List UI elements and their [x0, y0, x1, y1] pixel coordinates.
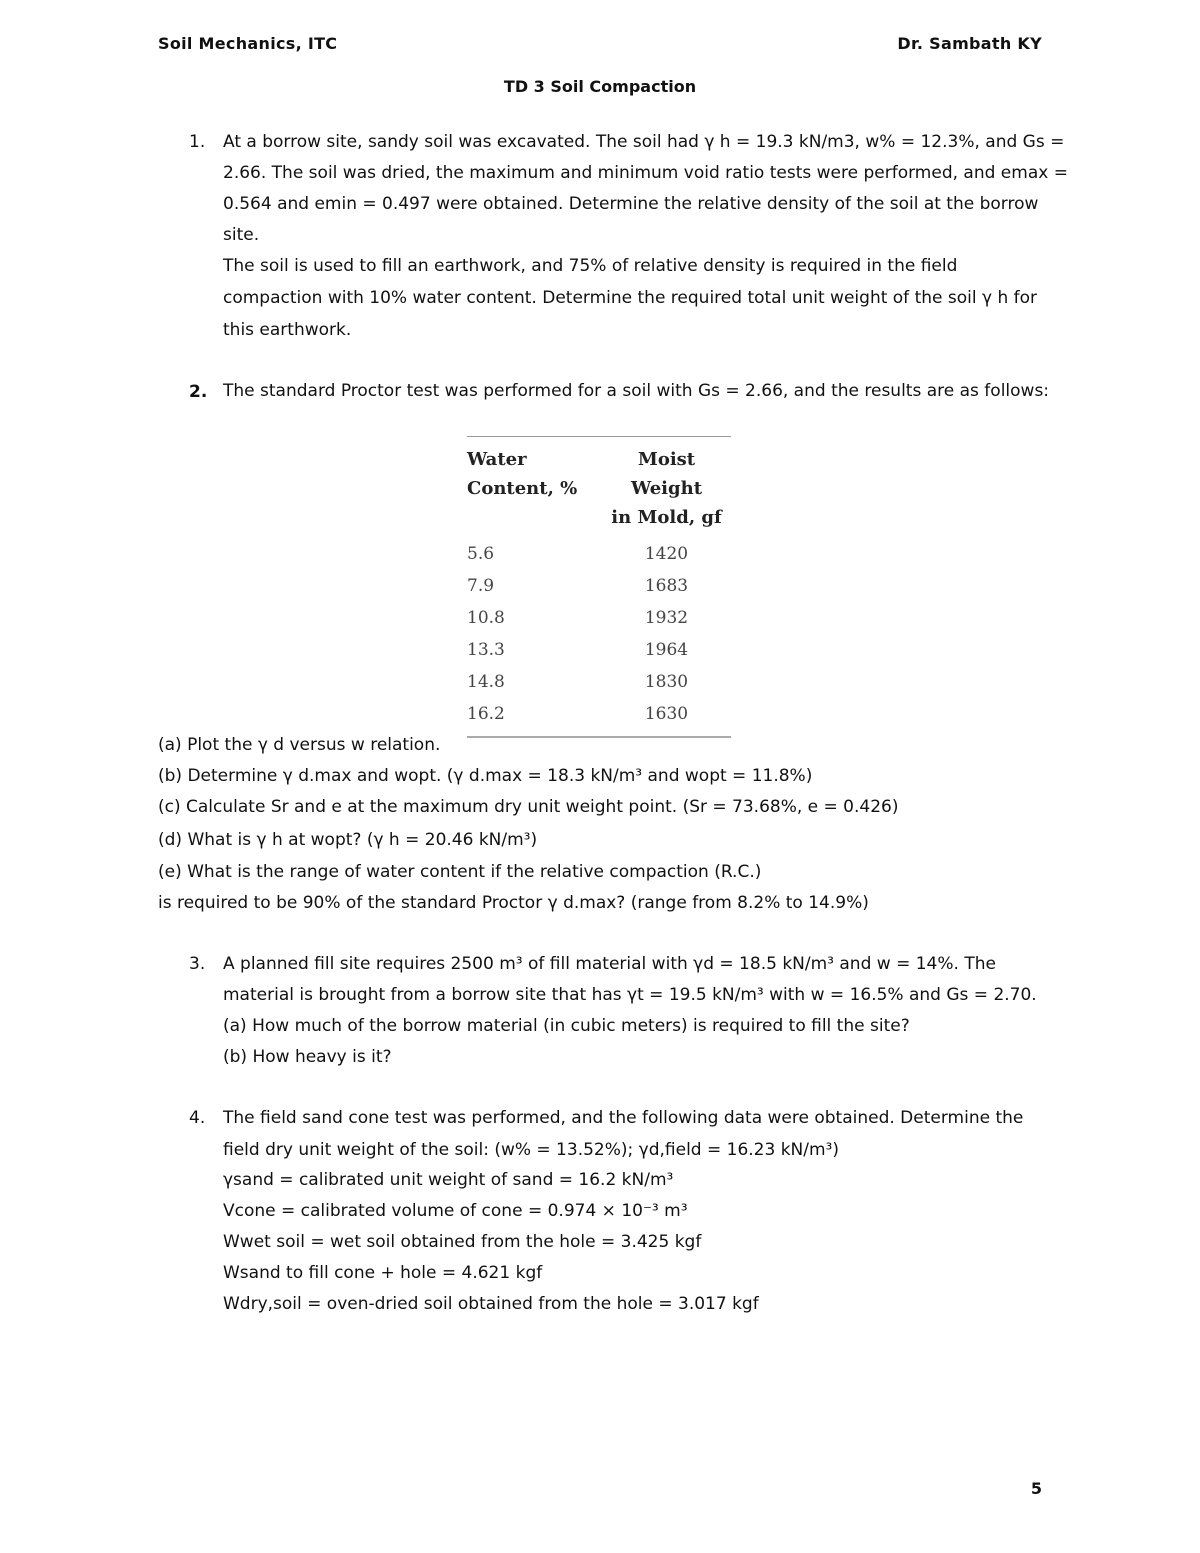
question-1-number: 1.: [189, 132, 206, 152]
question-4-line: Wdry,soil = oven-dried soil obtained from the hole = 3.017 kgf: [223, 1294, 759, 1314]
header-line: in Mold, gf: [611, 507, 722, 528]
question-1-line: 0.564 and emin = 0.497 were obtained. Determine the relative density of the soil at the borrow: [223, 194, 1039, 214]
question-4-line: Vcone = calibrated volume of cone = 0.974 × 10⁻³ m³: [223, 1201, 688, 1221]
page-number: 5: [1030, 1479, 1042, 1498]
question-4-number: 4.: [189, 1108, 206, 1128]
moist-weight-cell: 1630: [644, 704, 689, 724]
question-3-line: (b) How heavy is it?: [223, 1047, 392, 1067]
question-2-part-e: (e) What is the range of water content if the relative compaction (R.C.): [158, 862, 762, 882]
header-line: Water: [467, 449, 527, 470]
question-4-line: Wsand to fill cone + hole = 4.621 kgf: [223, 1263, 543, 1283]
question-2-part-a: (a) Plot the γ d versus w relation.: [158, 735, 441, 755]
question-2-part-e-cont: is required to be 90% of the standard Proctor γ d.max? (range from 8.2% to 14.9%): [158, 893, 869, 913]
question-2-intro: The standard Proctor test was performed for a soil with Gs = 2.66, and the results are as follows:: [223, 381, 1050, 401]
question-2-part-c: (c) Calculate Sr and e at the maximum dry unit weight point. (Sr = 73.68%, e = 0.426): [158, 797, 899, 817]
water-content-cell: 13.3: [467, 640, 505, 660]
water-content-cell: 5.6: [467, 544, 495, 564]
table-row: [467, 666, 731, 698]
water-content-cell: 14.8: [467, 672, 505, 692]
moist-weight-cell: 1964: [644, 640, 689, 660]
question-2-number: 2.: [189, 382, 208, 402]
table-row: [467, 570, 731, 602]
header-moist-weight: [602, 445, 731, 532]
question-3-line: A planned fill site requires 2500 m³ of fill material with γd = 18.5 kN/m³ and w = 14%. The: [223, 954, 996, 974]
question-2-part-d: (d) What is γ h at wopt? (γ h = 20.46 kN/m³): [158, 830, 538, 850]
header-author: Dr. Sambath KY: [897, 34, 1042, 53]
question-4-line: The field sand cone test was performed, and the following data were obtained. Determine the: [223, 1108, 1024, 1128]
water-content-cell: 7.9: [467, 576, 495, 596]
question-1-line: compaction with 10% water content. Determine the required total unit weight of the soil γ h for: [223, 288, 1037, 308]
header-course: Soil Mechanics, ITC: [158, 34, 338, 53]
question-1-line: 2.66. The soil was dried, the maximum and minimum void ratio tests were performed, and emax =: [223, 163, 1068, 183]
question-1-line: this earthwork.: [223, 320, 352, 340]
table-header: [467, 437, 731, 532]
question-1-line: At a borrow site, sandy soil was excavated. The soil had γ h = 19.3 kN/m3, w% = 12.3%, and Gs =: [223, 132, 1065, 152]
moist-weight-cell: 1683: [644, 576, 689, 596]
question-3-line: material is brought from a borrow site that has γt = 19.5 kN/m³ with w = 16.5% and Gs = 2.70.: [223, 985, 1037, 1005]
table-row: [467, 634, 731, 666]
question-4-line: Wwet soil = wet soil obtained from the hole = 3.425 kgf: [223, 1232, 702, 1252]
table-body: [467, 532, 731, 730]
header-line: Moist Weight: [630, 449, 703, 499]
question-4-line: γsand = calibrated unit weight of sand = 16.2 kN/m³: [223, 1170, 674, 1190]
moist-weight-cell: 1932: [644, 608, 689, 628]
moist-weight-cell: 1830: [644, 672, 689, 692]
table-row: [467, 698, 731, 730]
question-4-line: field dry unit weight of the soil: (w% = 13.52%); γd,field = 16.23 kN/m³): [223, 1140, 840, 1160]
table-row: [467, 602, 731, 634]
water-content-cell: 10.8: [467, 608, 505, 628]
proctor-table: [467, 436, 731, 738]
question-1-line: The soil is used to fill an earthwork, and 75% of relative density is required in the field: [223, 256, 958, 276]
moist-weight-cell: 1420: [644, 544, 689, 564]
header-water-content: [467, 445, 602, 532]
question-3-line: (a) How much of the borrow material (in cubic meters) is required to fill the site?: [223, 1016, 910, 1036]
page-title: TD 3 Soil Compaction: [503, 77, 697, 96]
table-bottom-rule: [467, 736, 731, 738]
question-1-line: site.: [223, 225, 260, 245]
question-2-part-b: (b) Determine γ d.max and wopt. (γ d.max = 18.3 kN/m³ and wopt = 11.8%): [158, 766, 813, 786]
header-line: Content, %: [467, 478, 578, 499]
table-row: [467, 538, 731, 570]
question-3-number: 3.: [189, 954, 206, 974]
water-content-cell: 16.2: [467, 704, 505, 724]
